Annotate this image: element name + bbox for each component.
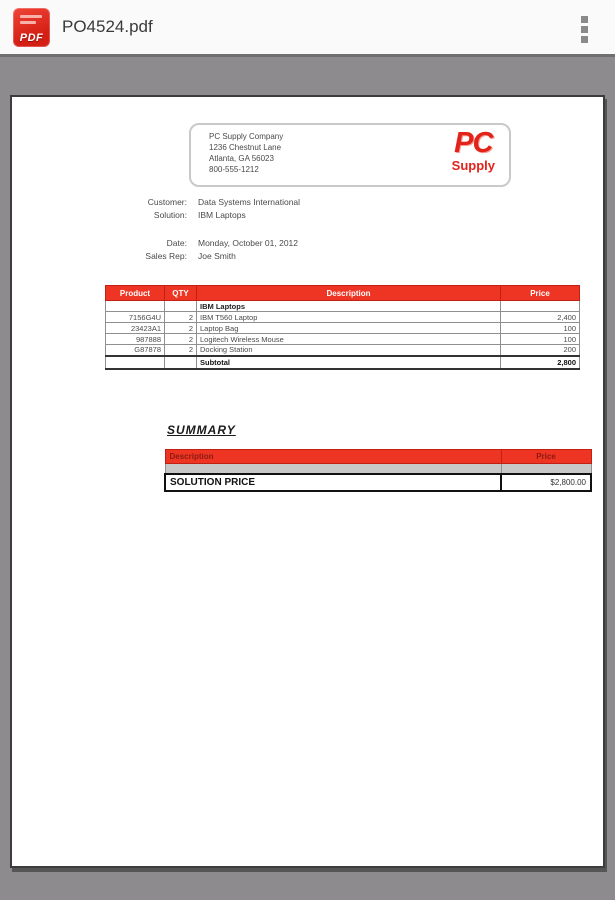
customer-row: [12, 196, 412, 209]
pdf-icon-text-line: [20, 21, 36, 24]
summary-heading: SUMMARY: [167, 423, 236, 437]
group-label: IBM Laptops: [197, 301, 501, 312]
header-product: Product: [106, 286, 165, 301]
summary-header-price: Price: [501, 450, 591, 464]
cell-description: Logitech Wireless Mouse: [197, 334, 501, 345]
cell-price: 100: [501, 323, 580, 334]
cell-description: Laptop Bag: [197, 323, 501, 334]
summary-header-row: [165, 450, 591, 464]
cell-product: 987888: [106, 334, 165, 345]
sales-rep-value: Joe Smith: [198, 251, 236, 261]
header-description: Description: [197, 286, 501, 301]
company-phone: 800-555-1212: [209, 165, 259, 174]
table-row: [106, 334, 580, 345]
cell-price: 2,400: [501, 312, 580, 323]
pdf-icon-text-line: [20, 15, 42, 18]
customer-value: Data Systems International: [198, 197, 301, 207]
document-title: PO4524.pdf: [62, 17, 153, 36]
cell-qty: 2: [165, 312, 197, 323]
header-qty: QTY: [165, 286, 197, 301]
cell-product: G87878: [106, 345, 165, 356]
cell-product: 7156G4U: [106, 312, 165, 323]
sales-rep-label: Sales Rep:: [145, 251, 187, 261]
cell-description: IBM T560 Laptop: [197, 312, 501, 323]
subtotal-label: Subtotal: [197, 356, 501, 369]
cell-price: 200: [501, 345, 580, 356]
table-row: [106, 312, 580, 323]
summary-table-body: [165, 464, 591, 491]
summary-header-description: Description: [165, 450, 501, 464]
cell-qty: 2: [165, 334, 197, 345]
table-row: [106, 345, 580, 356]
letterhead-box: [189, 123, 511, 187]
customer-label: Customer:: [147, 197, 187, 207]
cell-qty-empty: [165, 301, 197, 312]
pdf-icon-label: PDF: [19, 31, 44, 44]
cell-summary-price: $2,800.00: [501, 474, 591, 491]
pdf-viewer-canvas[interactable]: [0, 60, 615, 900]
app-bar: [0, 0, 615, 57]
date-value: Monday, October 01, 2012: [198, 238, 299, 248]
solution-row: [12, 209, 412, 222]
cell-qty: 2: [165, 345, 197, 356]
order-info: [12, 196, 412, 263]
items-table: [105, 285, 580, 370]
spacer-cell: [165, 464, 501, 474]
date-row: [12, 237, 412, 250]
solution-label: Solution:: [153, 210, 187, 220]
company-address: [209, 131, 283, 175]
logo-supply-text: Supply: [451, 158, 495, 173]
company-city: Atlanta, GA 56023: [209, 154, 274, 163]
cell-description: Docking Station: [197, 345, 501, 356]
subtotal-value: 2,800: [501, 356, 580, 369]
overflow-menu-icon[interactable]: [577, 12, 591, 46]
items-header-row: [106, 286, 580, 301]
items-table-body: [106, 301, 580, 356]
solution-value: IBM Laptops: [198, 210, 246, 220]
cell-qty: 2: [165, 323, 197, 334]
company-street: 1236 Chestnut Lane: [209, 143, 282, 152]
pdf-page: [10, 95, 605, 868]
summary-spacer-row: [165, 464, 591, 474]
company-logo: [452, 127, 495, 172]
logo-pc-text: PC: [454, 127, 493, 159]
header-price: Price: [501, 286, 580, 301]
sales-rep-row: [12, 250, 412, 263]
summary-table: [164, 449, 592, 492]
spacer-cell: [501, 464, 591, 474]
cell-product: 23423A1: [106, 323, 165, 334]
company-name: PC Supply Company: [209, 132, 284, 141]
subtotal-row: [106, 356, 580, 369]
cell-qty-empty: [165, 356, 197, 369]
summary-total-row: [165, 474, 591, 491]
overflow-dot: [581, 16, 588, 23]
pdf-file-icon: [13, 8, 50, 47]
cell-product-empty: [106, 356, 165, 369]
cell-summary-description: SOLUTION PRICE: [165, 474, 501, 491]
cell-price: 100: [501, 334, 580, 345]
table-row: [106, 323, 580, 334]
cell-product-empty: [106, 301, 165, 312]
date-label: Date:: [166, 238, 187, 248]
group-row: [106, 301, 580, 312]
cell-price-empty: [501, 301, 580, 312]
overflow-dot: [581, 26, 588, 33]
overflow-dot: [581, 36, 588, 43]
